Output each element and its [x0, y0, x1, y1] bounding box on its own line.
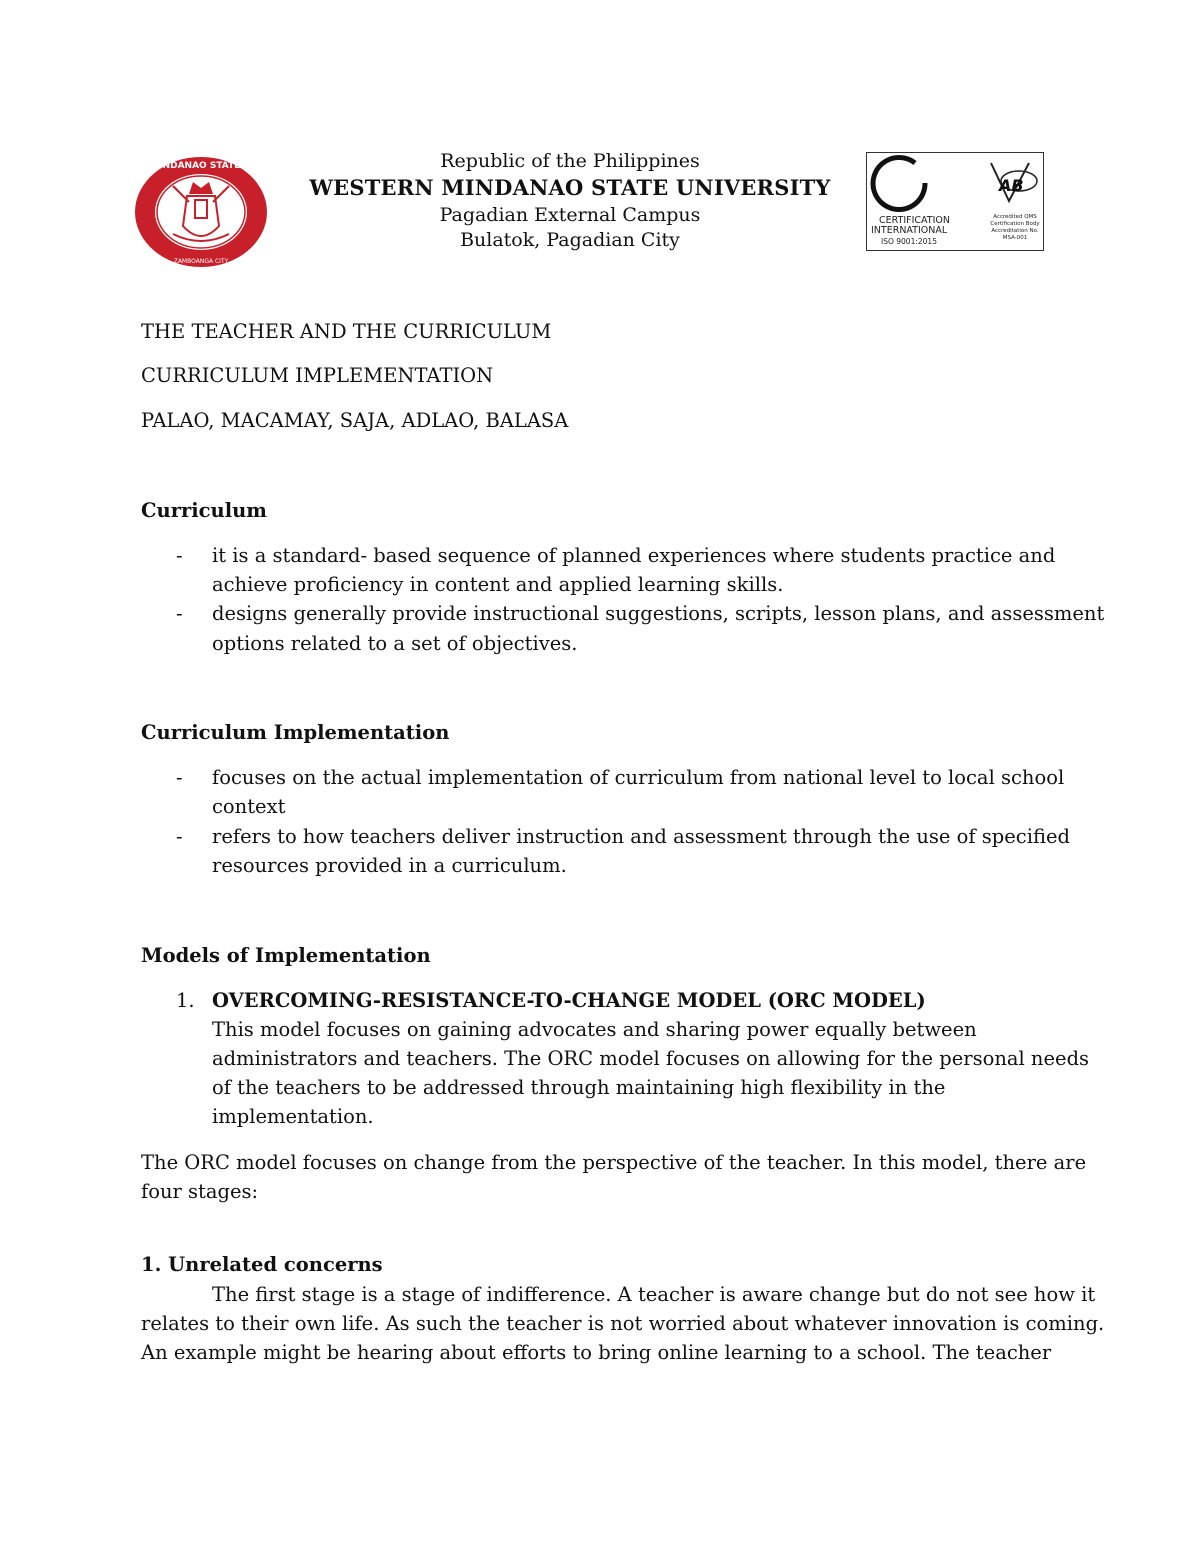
bullet-dash: - — [176, 766, 183, 789]
seal-text: WESTERN MINDANAO STATE UNIVERSITY — [97, 161, 305, 171]
models-item-line1: This model focuses on gaining advocates and sharing power equally between — [212, 1018, 977, 1041]
seal-city: ZAMBOANGA CITY — [173, 258, 229, 265]
header-campus: Pagadian External Campus — [439, 204, 701, 226]
models-item-title: OVERCOMING-RESISTANCE-TO-CHANGE MODEL (ORC MODEL) — [212, 989, 926, 1012]
document-title: THE TEACHER AND THE CURRICULUM — [141, 320, 552, 343]
curriculum-bullet2-line1: designs generally provide instructional suggestions, scripts, lesson plans, and assessment — [212, 602, 1105, 625]
header-university: WESTERN MINDANAO STATE UNIVERSITY — [309, 175, 831, 200]
bullet-dash: - — [176, 544, 183, 567]
models-item-line2: administrators and teachers. The ORC model focuses on allowing for the personal needs — [212, 1047, 1090, 1070]
stage1-line2: relates to their own life. As such the teacher is not worried about whatever innovation is coming. — [141, 1312, 1105, 1335]
seal-year: 1904 — [193, 251, 209, 258]
implementation-bullet1-line1: focuses on the actual implementation of curriculum from national level to local school — [212, 766, 1065, 789]
section-heading-models: Models of Implementation — [141, 944, 431, 967]
university-seal — [97, 156, 305, 269]
bullet-dash: - — [176, 602, 183, 625]
orc-paragraph-line2: four stages: — [141, 1180, 259, 1203]
orc-paragraph-line1: The ORC model focuses on change from the perspective of the teacher. In this model, there are — [141, 1151, 1087, 1174]
cert-right-logo: AB — [999, 176, 1024, 195]
stage1-heading: 1. Unrelated concerns — [141, 1253, 383, 1276]
document-authors: PALAO, MACAMAY, SAJA, ADLAO, BALASA — [141, 409, 569, 432]
section-heading-curriculum: Curriculum — [141, 499, 267, 522]
implementation-bullet2-line2: resources provided in a curriculum. — [212, 854, 567, 877]
header-location: Bulatok, Pagadian City — [460, 229, 680, 251]
stage1-line1: The first stage is a stage of indifference. A teacher is aware change but do not see how it — [212, 1283, 1096, 1306]
stage1-line3: An example might be hearing about efforts to bring online learning to a school. The teacher — [141, 1341, 1052, 1364]
bullet-dash: - — [176, 825, 183, 848]
cert-left-line3: ISO 9001:2015 — [881, 237, 937, 246]
header-republic: Republic of the Philippines — [440, 150, 700, 172]
models-item-number: 1. — [176, 989, 195, 1012]
implementation-bullet1-line2: context — [212, 795, 286, 818]
curriculum-bullet1-line2: achieve proficiency in content and applied learning skills. — [212, 573, 784, 596]
curriculum-bullet2-line2: options related to a set of objectives. — [212, 632, 578, 655]
cert-left-line1: CERTIFICATION — [879, 215, 950, 226]
seal-emblem-icon — [97, 156, 305, 269]
implementation-bullet2-line1: refers to how teachers deliver instruction and assessment through the use of specified — [212, 825, 1070, 848]
models-item-line4: implementation. — [212, 1105, 374, 1128]
cert-right-text: Accredited QMS Certification Body Accreditation No. MSA-001 — [990, 214, 1040, 241]
cert-left-line2: INTERNATIONAL — [871, 225, 948, 236]
certification-badge — [866, 152, 1044, 251]
section-heading-implementation: Curriculum Implementation — [141, 721, 450, 744]
document-subtitle: CURRICULUM IMPLEMENTATION — [141, 364, 494, 387]
curriculum-bullet1-line1: it is a standard- based sequence of planned experiences where students practice and — [212, 544, 1056, 567]
models-item-line3: of the teachers to be addressed through maintaining high flexibility in the — [212, 1076, 946, 1099]
